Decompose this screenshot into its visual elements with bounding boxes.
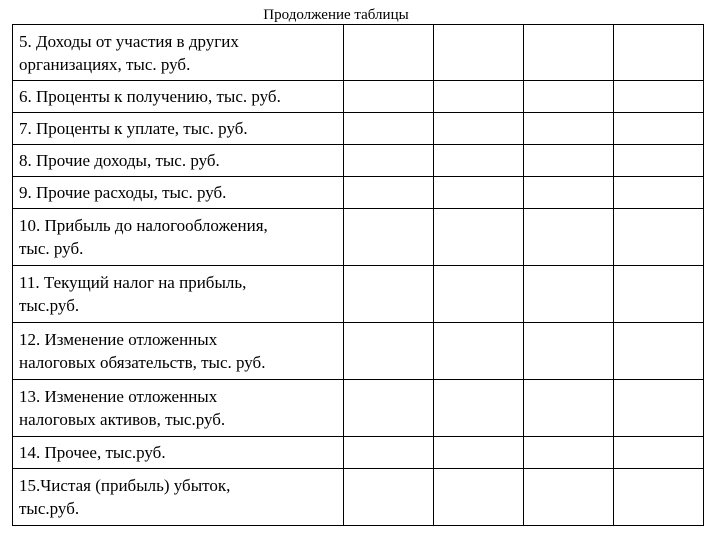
value-cell [524, 323, 614, 380]
value-cell [434, 469, 524, 526]
row-label-line: тыс.руб. [19, 499, 80, 518]
value-cell [524, 113, 614, 145]
value-cell [614, 25, 704, 81]
value-cell [524, 177, 614, 209]
value-cell [524, 25, 614, 81]
row-label-line: 13. Изменение отложенных [19, 387, 218, 406]
table-row [13, 25, 704, 81]
value-cell [524, 380, 614, 437]
table-row [13, 113, 704, 145]
value-cell [434, 25, 524, 81]
row-label [13, 81, 344, 113]
value-cell [434, 266, 524, 323]
row-label [13, 323, 344, 380]
value-cell [344, 113, 434, 145]
row-label-line: тыс.руб. [19, 296, 80, 315]
row-label [13, 113, 344, 145]
table-row [13, 145, 704, 177]
value-cell [344, 266, 434, 323]
table-row [13, 209, 704, 266]
value-cell [524, 266, 614, 323]
value-cell [614, 81, 704, 113]
row-label [13, 177, 344, 209]
row-label [13, 145, 344, 177]
row-label-line: 6. Проценты к получению, тыс. руб. [19, 87, 281, 106]
value-cell [434, 145, 524, 177]
value-cell [434, 177, 524, 209]
value-cell [344, 380, 434, 437]
row-label [13, 266, 344, 323]
table-row [13, 323, 704, 380]
row-label-line: 7. Проценты к уплате, тыс. руб. [19, 119, 248, 138]
value-cell [344, 81, 434, 113]
value-cell [434, 209, 524, 266]
table-row [13, 437, 704, 469]
row-label-line: 11. Текущий налог на прибыль, [19, 273, 247, 292]
value-cell [344, 209, 434, 266]
row-label-line: 10. Прибыль до налогообложения, [19, 216, 268, 235]
value-cell [344, 437, 434, 469]
row-label-line: 8. Прочие доходы, тыс. руб. [19, 151, 220, 170]
value-cell [434, 323, 524, 380]
table-row [13, 266, 704, 323]
value-cell [524, 81, 614, 113]
row-label-line: 12. Изменение отложенных [19, 330, 218, 349]
value-cell [614, 145, 704, 177]
row-label-line: 15.Чистая (прибыль) убыток, [19, 476, 231, 495]
table-caption: Продолжение таблицы [263, 7, 409, 23]
row-label-line: 5. Доходы от участия в других [19, 31, 239, 51]
value-cell [524, 437, 614, 469]
value-cell [434, 113, 524, 145]
value-cell [614, 437, 704, 469]
row-label-line: организациях, тыс. руб. [19, 54, 191, 74]
value-cell [614, 469, 704, 526]
row-label-line: налоговых активов, тыс.руб. [19, 410, 226, 429]
table-row [13, 81, 704, 113]
row-label [13, 380, 344, 437]
row-label [13, 25, 344, 81]
value-cell [344, 469, 434, 526]
value-cell [434, 437, 524, 469]
value-cell [614, 177, 704, 209]
table-row [13, 469, 704, 526]
value-cell [524, 145, 614, 177]
value-cell [614, 209, 704, 266]
row-label [13, 209, 344, 266]
value-cell [614, 323, 704, 380]
value-cell [344, 145, 434, 177]
table-row [13, 177, 704, 209]
value-cell [614, 113, 704, 145]
value-cell [344, 323, 434, 380]
value-cell [434, 380, 524, 437]
row-label [13, 437, 344, 469]
value-cell [344, 177, 434, 209]
value-cell [614, 266, 704, 323]
row-label-line: налоговых обязательств, тыс. руб. [19, 353, 266, 372]
row-label-line: 9. Прочие расходы, тыс. руб. [19, 183, 227, 202]
row-label-line: 14. Прочее, тыс.руб. [19, 443, 166, 462]
row-label [13, 469, 344, 526]
value-cell [434, 81, 524, 113]
row-label-line: тыс. руб. [19, 239, 84, 258]
table-row [13, 380, 704, 437]
financial-results-table [12, 24, 704, 526]
value-cell [524, 209, 614, 266]
value-cell [614, 380, 704, 437]
value-cell [524, 469, 614, 526]
value-cell [344, 25, 434, 81]
